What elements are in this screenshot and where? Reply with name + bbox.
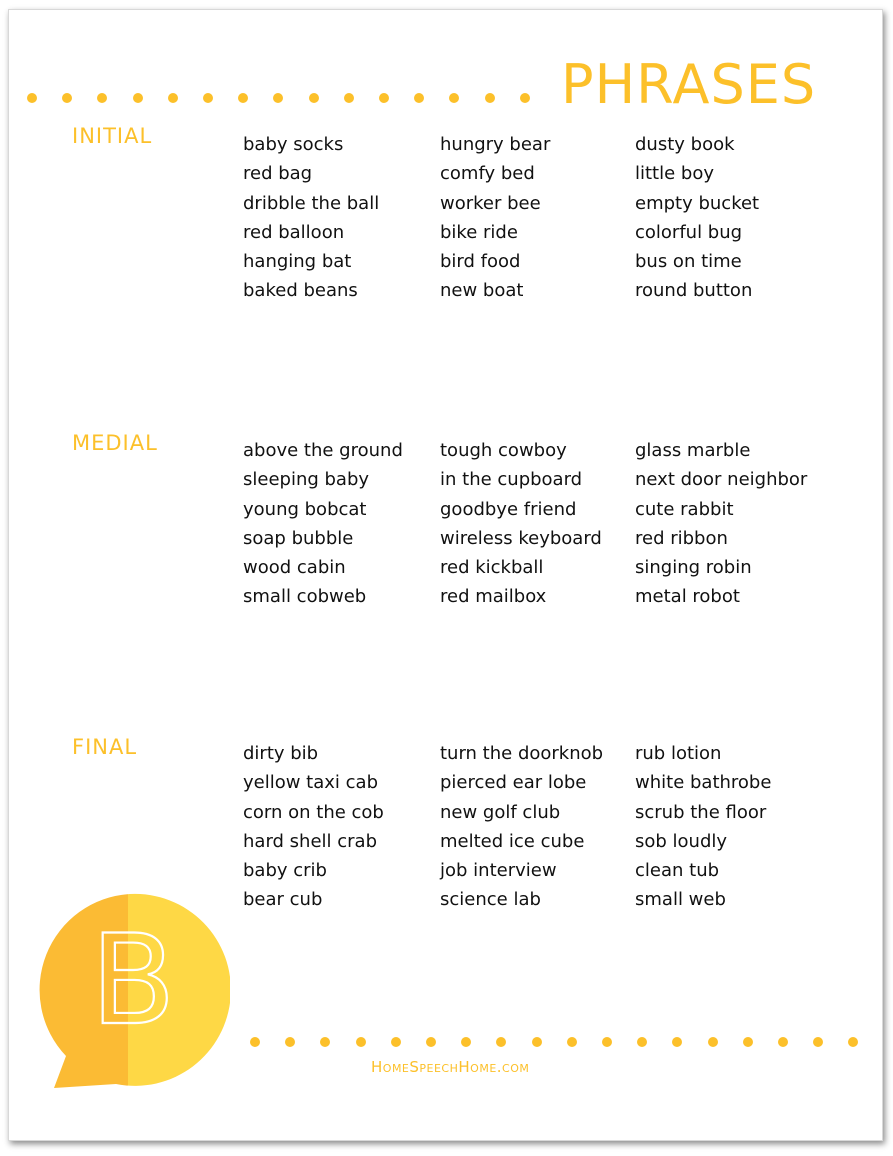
speech-bubble-logo: [30, 890, 230, 1092]
phrase-item: next door neighbor: [635, 469, 808, 491]
phrase-item: science lab: [440, 889, 541, 911]
footer-website: HomeSpeechHome.com: [371, 1058, 530, 1076]
phrase-item: glass marble: [635, 440, 751, 461]
phrase-item: baby crib: [243, 860, 327, 882]
phrase-item: little boy: [635, 163, 715, 185]
divider-dot: [133, 93, 143, 103]
phrase-item: red ribbon: [635, 527, 728, 549]
phrase-item: in the cupboard: [440, 469, 583, 491]
initial-column-3: [635, 130, 759, 306]
phrase-item: red bag: [243, 163, 313, 185]
divider-dot: [532, 1037, 542, 1047]
phrase-item: baked beans: [243, 280, 358, 302]
phrase-item: worker bee: [440, 192, 541, 214]
divider-dot: [379, 93, 389, 103]
phrase-item: clean tub: [635, 860, 720, 882]
final-column-3: [635, 739, 771, 915]
phrase-item: sleeping baby: [243, 469, 370, 491]
section-label-initial: INITIAL: [72, 124, 153, 148]
phrase-item: scrub the floor: [635, 801, 767, 823]
divider-dot: [391, 1037, 401, 1047]
phrase-item: empty bucket: [635, 192, 760, 214]
divider-dot: [356, 1037, 366, 1047]
divider-dot: [168, 93, 178, 103]
phrase-item: metal robot: [635, 586, 740, 608]
final-column-1: [243, 739, 384, 915]
divider-dot: [485, 93, 495, 103]
phrase-item: young bobcat: [243, 498, 367, 520]
phrase-item: bike ride: [440, 221, 518, 243]
phrase-item: hungry bear: [440, 134, 551, 155]
divider-dot: [520, 93, 530, 103]
final-column-2: [440, 739, 603, 915]
divider-dot: [778, 1037, 788, 1047]
phrase-item: yellow taxi cab: [243, 772, 378, 794]
phrase-item: baby socks: [243, 134, 344, 155]
phrase-item: small cobweb: [243, 586, 367, 608]
phrase-item: wood cabin: [243, 557, 346, 579]
divider-dot: [567, 1037, 577, 1047]
phrase-item: colorful bug: [635, 221, 743, 243]
phrase-item: hanging bat: [243, 251, 352, 273]
phrase-item: bus on time: [635, 251, 742, 273]
page-title: PHRASES: [561, 53, 817, 116]
divider-dot: [27, 93, 37, 103]
phrase-item: bear cub: [243, 889, 323, 911]
divider-dot: [344, 93, 354, 103]
medial-column-1: [243, 436, 403, 612]
phrase-item: round button: [635, 280, 753, 302]
phrase-item: cute rabbit: [635, 498, 734, 520]
phrase-item: new boat: [440, 280, 524, 302]
phrase-item: dusty book: [635, 134, 735, 155]
phrase-item: white bathrobe: [635, 772, 772, 794]
phrase-item: dirty bib: [243, 743, 319, 764]
phrase-item: red balloon: [243, 221, 345, 243]
medial-column-2: [440, 436, 602, 612]
phrase-item: small web: [635, 889, 726, 911]
phrase-item: red kickball: [440, 557, 544, 579]
section-label-final: FINAL: [72, 735, 138, 759]
divider-dot: [602, 1037, 612, 1047]
phrase-item: melted ice cube: [440, 830, 585, 852]
phrase-item: turn the doorknob: [440, 743, 604, 764]
phrase-item: singing robin: [635, 557, 752, 579]
phrase-item: dribble the ball: [243, 192, 380, 214]
medial-column-3: [635, 436, 807, 612]
divider-dot: [203, 93, 213, 103]
section-label-medial: MEDIAL: [72, 431, 158, 455]
phrase-item: tough cowboy: [440, 440, 567, 461]
initial-column-2: [440, 130, 550, 306]
phrase-item: rub lotion: [635, 743, 722, 764]
phrase-item: red mailbox: [440, 586, 547, 608]
divider-dot: [708, 1037, 718, 1047]
phrase-item: new golf club: [440, 801, 561, 823]
divider-dot: [426, 1037, 436, 1047]
phrase-item: sob loudly: [635, 830, 728, 852]
phrase-item: soap bubble: [243, 527, 354, 549]
phrase-item: corn on the cob: [243, 801, 384, 823]
phrase-item: above the ground: [243, 440, 403, 461]
divider-dot: [250, 1037, 260, 1047]
phrase-item: comfy bed: [440, 163, 535, 185]
initial-column-1: [243, 130, 379, 306]
phrase-item: job interview: [440, 860, 557, 882]
phrase-item: goodbye friend: [440, 498, 577, 520]
phrase-item: wireless keyboard: [440, 527, 602, 549]
phrase-item: hard shell crab: [243, 830, 378, 852]
phrase-item: pierced ear lobe: [440, 772, 587, 794]
divider-dot: [309, 93, 319, 103]
logo-letter: B: [90, 909, 176, 1053]
phrase-item: bird food: [440, 251, 521, 273]
divider-dot: [743, 1037, 753, 1047]
